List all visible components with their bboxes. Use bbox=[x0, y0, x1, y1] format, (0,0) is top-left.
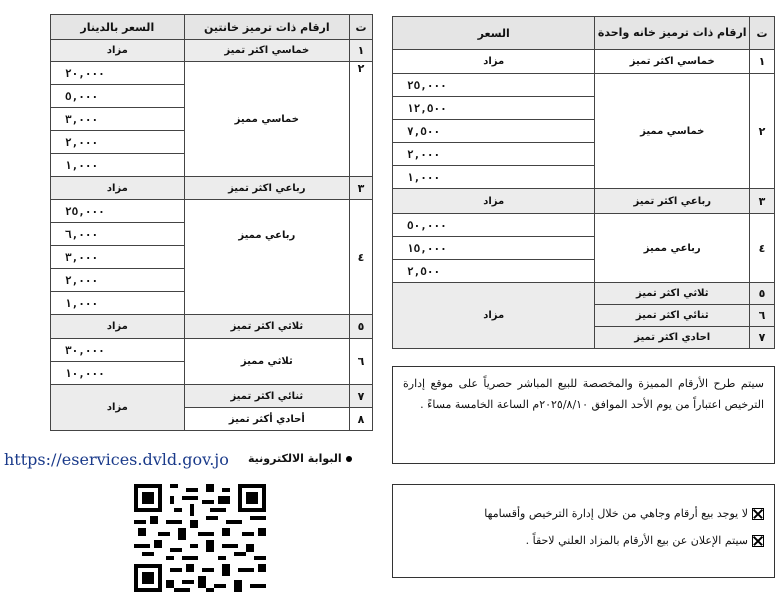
row-number: ٧ bbox=[350, 385, 373, 408]
checklist-item bbox=[403, 530, 764, 551]
price-cell: ٢٠,٠٠٠ bbox=[51, 62, 185, 85]
category-cell: رباعي اكثر تميز bbox=[184, 177, 349, 200]
x-checkbox-icon bbox=[752, 535, 764, 547]
category-cell: خماسي اكثر تميز bbox=[595, 50, 750, 74]
row-number: ١ bbox=[350, 40, 373, 62]
right-price-table bbox=[392, 16, 775, 349]
row-number: ٨ bbox=[350, 408, 373, 431]
category-cell: ثلاثي اكثر تميز bbox=[184, 315, 349, 339]
row-number: ٢ bbox=[750, 74, 775, 189]
category-cell: رباعي مميز bbox=[595, 214, 750, 283]
row-number: ٤ bbox=[750, 214, 775, 283]
category-cell: احادي اكثر تميز bbox=[595, 327, 750, 349]
price-cell: ٣٠,٠٠٠ bbox=[51, 339, 185, 362]
price-cell: ١٥,٠٠٠ bbox=[393, 237, 595, 260]
row-number: ٤ bbox=[350, 200, 373, 315]
price-cell: ١,٠٠٠ bbox=[51, 154, 185, 177]
price-cell: ٧,٥٠٠ bbox=[393, 120, 595, 143]
category-cell: رباعي مميز bbox=[184, 200, 349, 315]
price-cell: ٥,٠٠٠ bbox=[51, 85, 185, 108]
price-header: السعر بالدينار bbox=[51, 15, 185, 40]
sale-notice bbox=[392, 366, 775, 464]
row-number: ٦ bbox=[750, 305, 775, 327]
price-cell: ٢,٥٠٠ bbox=[393, 260, 595, 283]
num-header: ت bbox=[350, 15, 373, 40]
category-cell: ثلاثي مميز bbox=[184, 339, 349, 385]
price-header: السعر bbox=[393, 17, 595, 50]
left-price-table bbox=[50, 14, 373, 431]
price-cell: ٢,٠٠٠ bbox=[51, 131, 185, 154]
checklist-item-text: سيتم الإعلان عن بيع الأرقام بالمزاد العلني لاحقاً . bbox=[525, 534, 748, 547]
checklist-item-text: لا يوجد بيع أرقام وجاهي من خلال إدارة الترخيص وأقسامها bbox=[484, 507, 748, 520]
row-number: ٥ bbox=[750, 283, 775, 305]
row-number: ١ bbox=[750, 50, 775, 74]
price-cell: ١,٠٠٠ bbox=[393, 166, 595, 189]
group-price-cell: مزاد bbox=[393, 283, 595, 349]
price-cell: مزاد bbox=[393, 50, 595, 74]
price-cell: مزاد bbox=[393, 189, 595, 214]
category-cell: خماسي مميز bbox=[184, 62, 349, 177]
category-cell: ثنائي اكثر تميز bbox=[595, 305, 750, 327]
category-cell: رباعي اكثر تميز bbox=[595, 189, 750, 214]
price-cell: ٢,٠٠٠ bbox=[51, 269, 185, 292]
row-number: ٣ bbox=[350, 177, 373, 200]
price-cell: ١,٠٠٠ bbox=[51, 292, 185, 315]
row-number: ٦ bbox=[350, 339, 373, 385]
price-cell: ٦,٠٠٠ bbox=[51, 223, 185, 246]
portal-url[interactable]: https://eservices.dvld.gov.jo bbox=[4, 450, 229, 469]
price-cell: ٣,٠٠٠ bbox=[51, 108, 185, 131]
price-cell: ٢٥,٠٠٠ bbox=[393, 74, 595, 97]
row-number: ٢ bbox=[350, 62, 373, 177]
qr-code-icon bbox=[134, 484, 266, 592]
type-header: ارقام ذات ترميز خانتين bbox=[184, 15, 349, 40]
category-cell: خماسي مميز bbox=[595, 74, 750, 189]
price-cell: مزاد bbox=[51, 40, 185, 62]
price-cell: ٥٠,٠٠٠ bbox=[393, 214, 595, 237]
group-price-cell: مزاد bbox=[51, 385, 185, 431]
row-number: ٣ bbox=[750, 189, 775, 214]
price-cell: ١٠,٠٠٠ bbox=[51, 362, 185, 385]
category-cell: ثلاثي اكثر تميز bbox=[595, 283, 750, 305]
type-header: ارقام ذات ترميز خانه واحدة bbox=[595, 17, 750, 50]
sale-notice-text: سيتم طرح الأرقام المميزة والمخصصة للبيع المباشر حصرياً على موقع إدارة الترخيص اعتباراً من يوم الأحد الموافق ٢٠٢٥/٨/١٠م الساعة الخامسة مساءً . bbox=[403, 377, 764, 411]
price-cell: ٢٥,٠٠٠ bbox=[51, 200, 185, 223]
portal-label bbox=[248, 452, 352, 465]
bullet-icon bbox=[346, 456, 352, 462]
notice-checklist bbox=[392, 484, 775, 578]
price-cell: ١٢,٥٠٠ bbox=[393, 97, 595, 120]
price-cell: مزاد bbox=[51, 177, 185, 200]
row-number: ٥ bbox=[350, 315, 373, 339]
price-cell: ٢,٠٠٠ bbox=[393, 143, 595, 166]
checklist-item bbox=[403, 503, 764, 524]
portal-label-text: البوابة الالكترونية bbox=[248, 452, 342, 465]
price-cell: ٣,٠٠٠ bbox=[51, 246, 185, 269]
category-cell: أحادي أكثر تميز bbox=[184, 408, 349, 431]
category-cell: خماسي اكثر تميز bbox=[184, 40, 349, 62]
num-header: ت bbox=[750, 17, 775, 50]
price-cell: مزاد bbox=[51, 315, 185, 339]
category-cell: ثنائي اكثر تميز bbox=[184, 385, 349, 408]
row-number: ٧ bbox=[750, 327, 775, 349]
x-checkbox-icon bbox=[752, 508, 764, 520]
